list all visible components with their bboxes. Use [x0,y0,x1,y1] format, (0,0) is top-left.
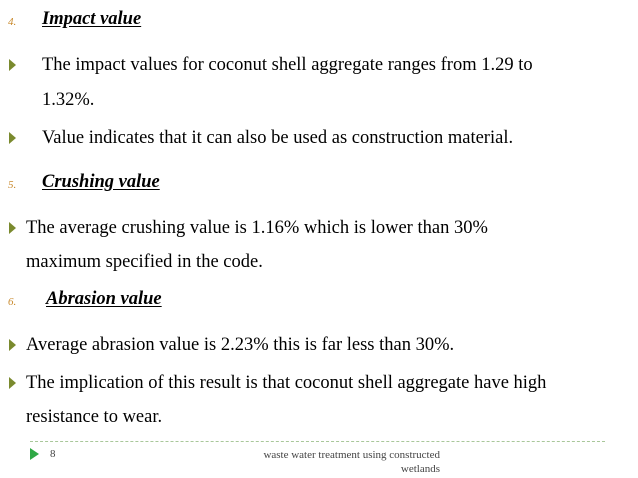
bullet-crushing-line2: maximum specified in the code. [26,252,263,272]
bullet-construction-material: Value indicates that it can also be used as construction material. [42,128,514,148]
bullet-implication-line2: resistance to wear. [26,407,163,427]
footer-divider [30,441,605,442]
page-number: 8 [50,448,56,460]
section-number-6: 6. [8,296,17,308]
bullet-crushing-line1: The average crushing value is 1.16% which is lower than 30% [26,218,488,238]
footer-arrow-icon [30,448,39,460]
footer-title [230,448,440,476]
bullet-arrow-icon [9,377,16,389]
heading-abrasion-value: Abrasion value [46,289,162,309]
bullet-arrow-icon [9,132,16,144]
bullet-arrow-icon [9,339,16,351]
footer-title-line1: waste water treatment using constructed [263,449,440,461]
section-number-4: 4. [8,16,17,28]
bullet-implication-line1: The implication of this result is that coconut shell aggregate have high [26,373,547,393]
heading-impact-value: Impact value [42,9,142,29]
bullet-abrasion: Average abrasion value is 2.23% this is far less than 30%. [26,335,455,355]
footer-title-line2: wetlands [400,463,440,475]
bullet-arrow-icon [9,59,16,71]
section-number-5: 5. [8,179,17,191]
bullet-arrow-icon [9,222,16,234]
heading-crushing-value: Crushing value [42,172,160,192]
bullet-impact-range-line1: The impact values for coconut shell aggregate ranges from 1.29 to [42,55,533,75]
bullet-impact-range-line2: 1.32%. [42,90,95,110]
